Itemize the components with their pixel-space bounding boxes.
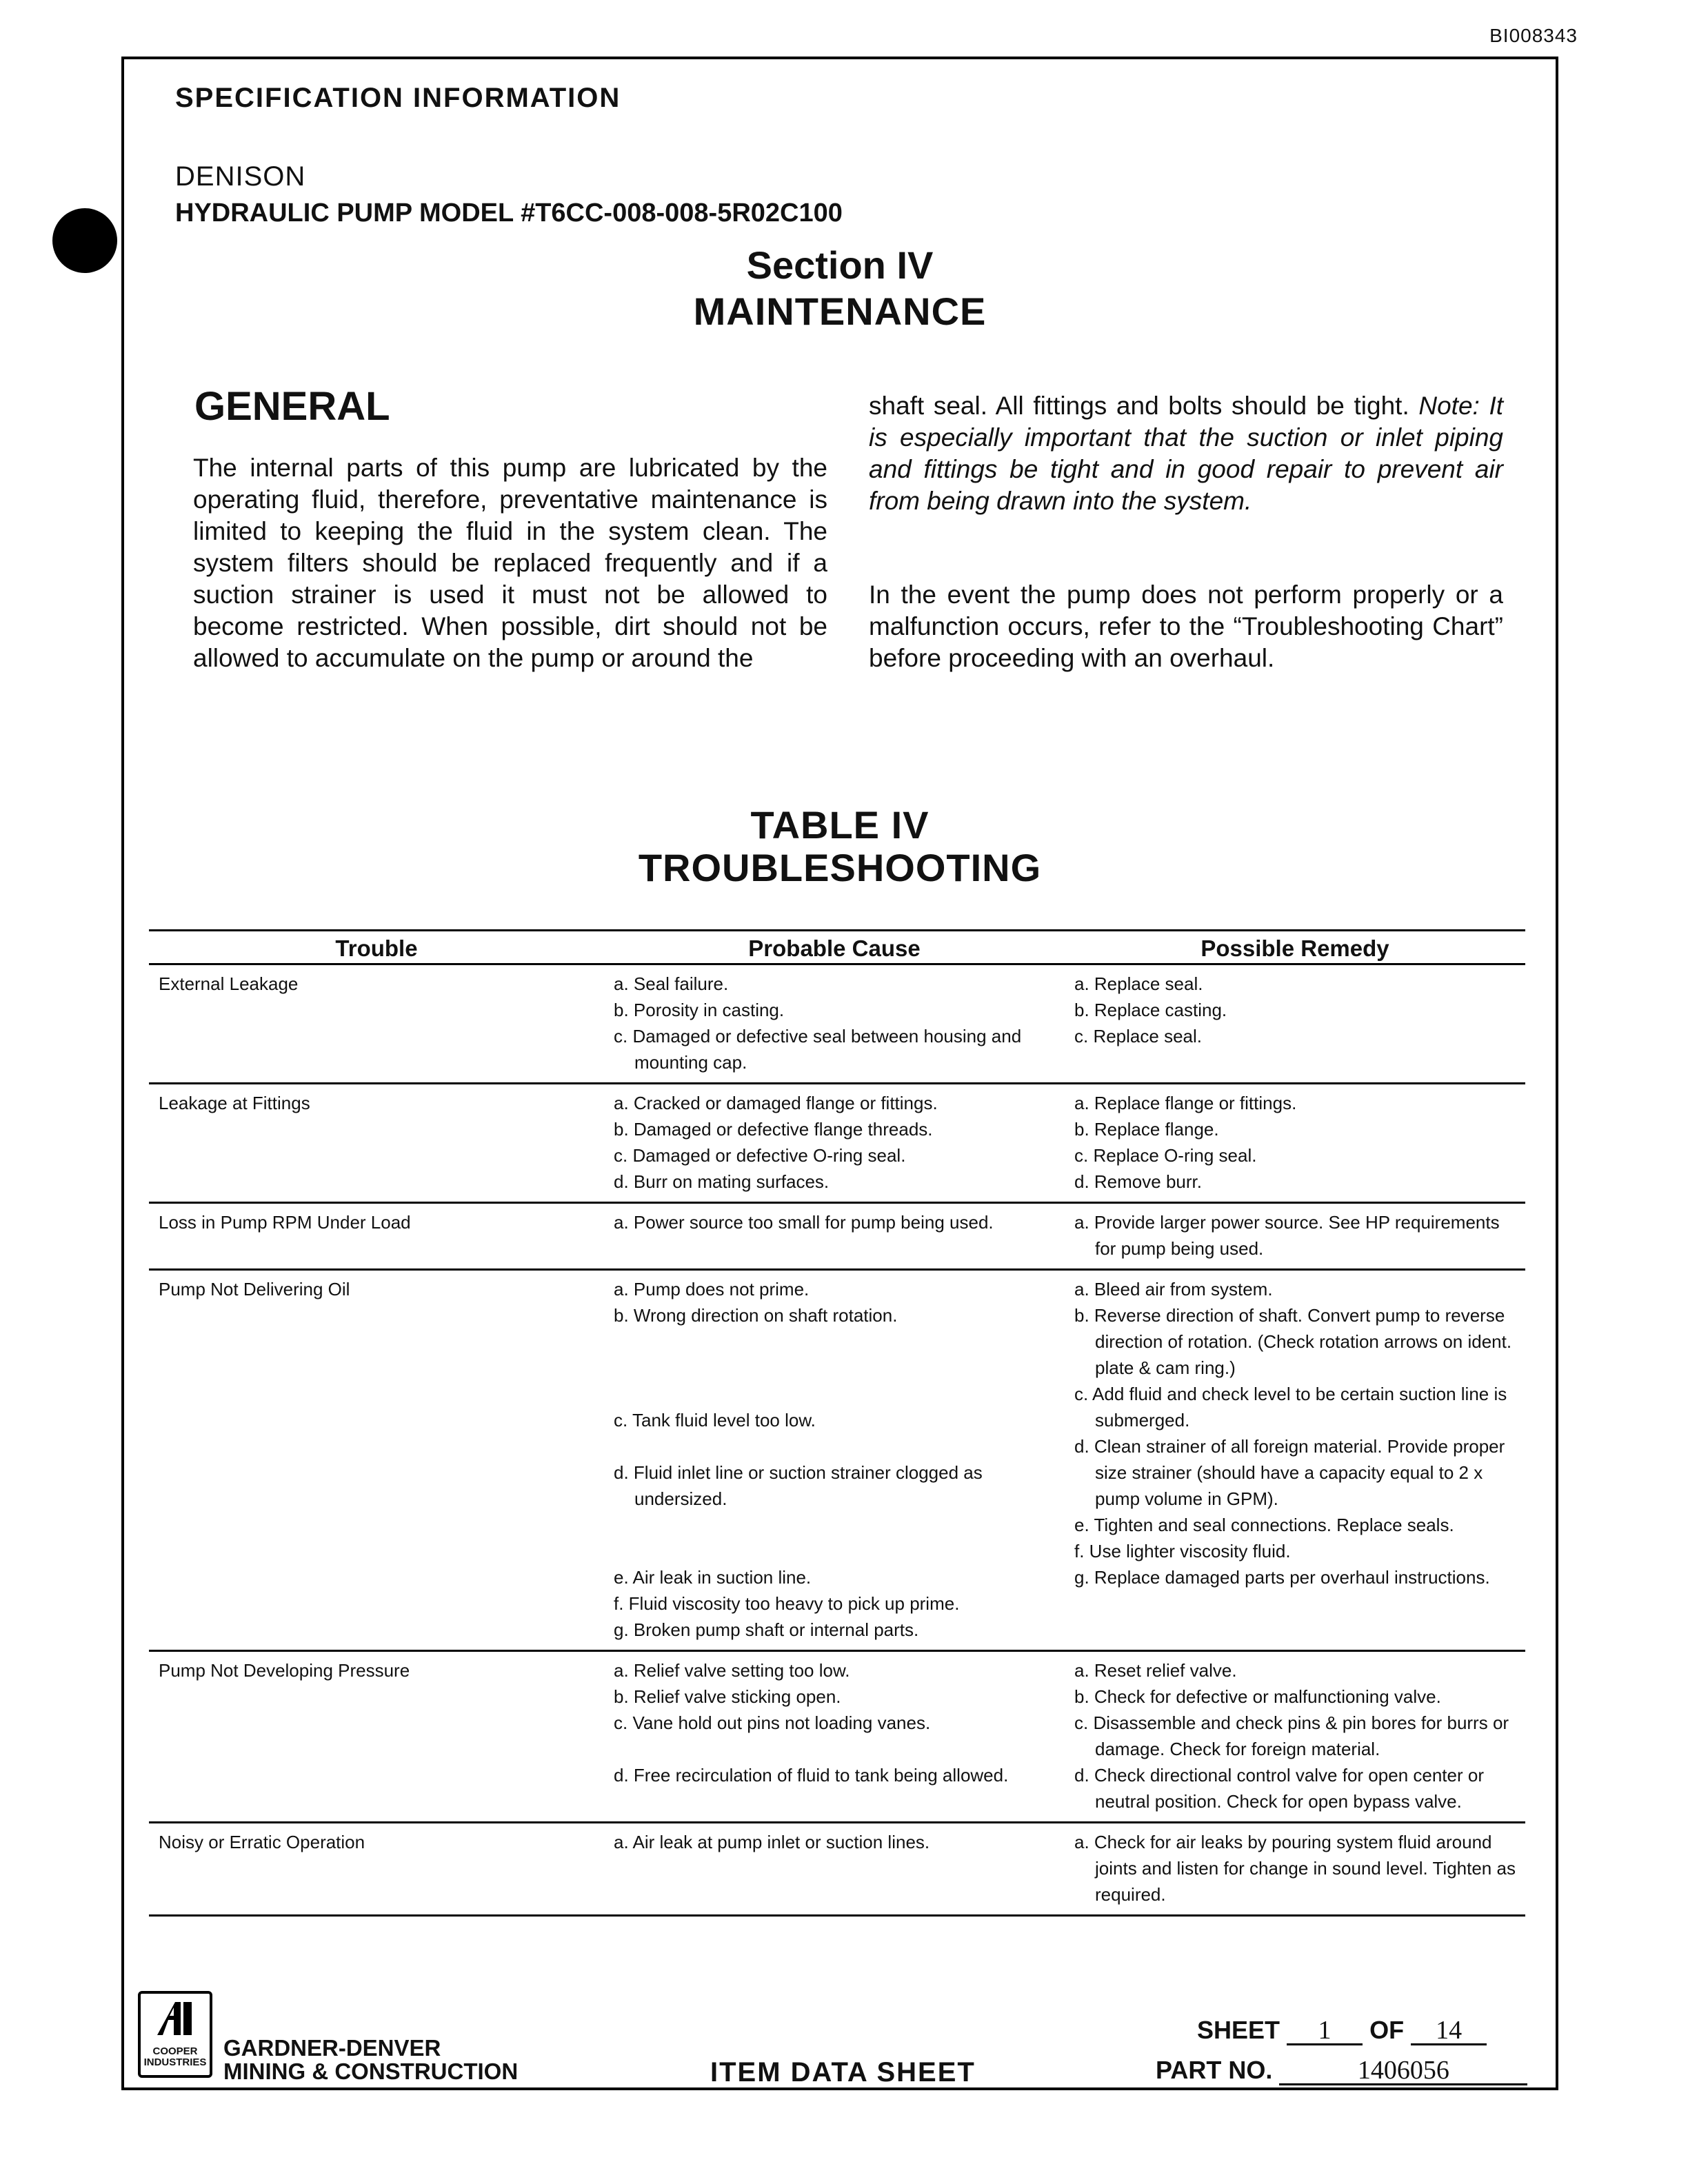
company-logo bbox=[138, 1991, 212, 2078]
header-possible-remedy: Possible Remedy bbox=[1065, 931, 1525, 964]
cause-item bbox=[614, 1328, 1055, 1355]
cause-item: c. Damaged or defective seal between housing and mounting cap. bbox=[614, 1026, 1022, 1073]
cause-item: d. Burr on mating surfaces. bbox=[614, 1171, 830, 1192]
remedy-item: c. Disassemble and check pins & pin bores for burrs or damage. Check for foreign material. bbox=[1074, 1712, 1509, 1759]
remedy-item: a. Replace seal. bbox=[1074, 973, 1203, 994]
cause-cell bbox=[604, 1651, 1065, 1823]
cause-item: b. Relief valve sticking open. bbox=[614, 1686, 841, 1707]
cause-item bbox=[614, 1381, 1055, 1407]
table-heading bbox=[124, 804, 1556, 889]
remedy-item: g. Replace damaged parts per overhaul instructions. bbox=[1074, 1567, 1490, 1588]
cause-item bbox=[614, 1433, 1055, 1459]
remedy-item: d. Remove burr. bbox=[1074, 1171, 1202, 1192]
remedy-item: a. Bleed air from system. bbox=[1074, 1279, 1273, 1300]
logo-text: COOPER INDUSTRIES bbox=[143, 2045, 207, 2068]
part-number: 1406056 bbox=[1279, 2057, 1527, 2085]
document-id: BI008343 bbox=[1489, 25, 1578, 46]
cause-item: d. Free recirculation of fluid to tank being allowed. bbox=[614, 1765, 1009, 1786]
header-trouble: Trouble bbox=[149, 931, 604, 964]
section-number: Section IV bbox=[746, 243, 934, 287]
part-number-line bbox=[1156, 2056, 1527, 2085]
remedy-cell bbox=[1065, 1823, 1525, 1916]
sheet-number: 1 bbox=[1287, 2017, 1363, 2045]
trouble-cell: Noisy or Erratic Operation bbox=[149, 1823, 604, 1916]
remedy-item: b. Replace casting. bbox=[1074, 1000, 1227, 1020]
cause-item: d. Fluid inlet line or suction strainer clogged as undersized. bbox=[614, 1462, 983, 1509]
cause-item: c. Damaged or defective O-ring seal. bbox=[614, 1145, 906, 1166]
cause-item bbox=[614, 1736, 1055, 1762]
remedy-cell bbox=[1065, 964, 1525, 1084]
remedy-item: a. Check for air leaks by pouring system fluid around joints and listen for change in sound level. Tighten as required. bbox=[1074, 1832, 1516, 1905]
manufacturer: DENISON bbox=[175, 161, 306, 192]
cause-item bbox=[614, 1355, 1055, 1381]
model-line: HYDRAULIC PUMP MODEL #T6CC-008-008-5R02C100 bbox=[175, 199, 843, 228]
table-row bbox=[149, 1084, 1525, 1203]
trouble-cell: Loss in Pump RPM Under Load bbox=[149, 1203, 604, 1270]
cause-cell bbox=[604, 1203, 1065, 1270]
footer bbox=[124, 1955, 1556, 2093]
cause-item bbox=[614, 1538, 1055, 1564]
binder-hole bbox=[52, 208, 117, 273]
table-header-row bbox=[149, 931, 1525, 964]
table-row bbox=[149, 1203, 1525, 1270]
remedy-item: d. Check directional control valve for open center or neutral position. Check for open bypass valve. bbox=[1074, 1765, 1484, 1812]
general-note: Note: It is especially important that the suction or inlet piping and fittings be tight and in good repair to prevent air from being drawn into the system. bbox=[869, 392, 1504, 515]
cause-item: a. Seal failure. bbox=[614, 973, 729, 994]
cause-item: c. Tank fluid level too low. bbox=[614, 1410, 816, 1430]
company-name bbox=[223, 2036, 518, 2083]
remedy-item: b. Reverse direction of shaft. Convert pump to reverse direction of rotation. (Check rotation arrows on ident. plate & cam ring.) bbox=[1074, 1305, 1512, 1378]
company-line-2: MINING & CONSTRUCTION bbox=[223, 2059, 519, 2084]
table-row bbox=[149, 1823, 1525, 1916]
remedy-item: c. Add fluid and check level to be certain suction line is submerged. bbox=[1074, 1384, 1507, 1430]
cause-item: a. Pump does not prime. bbox=[614, 1279, 810, 1300]
cause-cell bbox=[604, 1270, 1065, 1651]
general-heading: GENERAL bbox=[194, 384, 390, 429]
remedy-item: b. Replace flange. bbox=[1074, 1119, 1219, 1140]
part-label: PART NO. bbox=[1156, 2056, 1273, 2084]
company-line-1: GARDNER-DENVER bbox=[223, 2035, 441, 2061]
item-data-sheet-label: ITEM DATA SHEET bbox=[710, 2057, 976, 2087]
remedy-item: f. Use lighter viscosity fluid. bbox=[1074, 1541, 1291, 1561]
cause-cell bbox=[604, 1084, 1065, 1203]
remedy-cell bbox=[1065, 1203, 1525, 1270]
remedy-cell bbox=[1065, 1084, 1525, 1203]
cause-cell bbox=[604, 964, 1065, 1084]
cause-item: a. Air leak at pump inlet or suction lines. bbox=[614, 1832, 930, 1852]
section-heading bbox=[124, 243, 1556, 334]
remedy-item: d. Clean strainer of all foreign material. Provide proper size strainer (should have a capacity equal to 2 x pump volume in GPM). bbox=[1074, 1436, 1505, 1509]
table-row bbox=[149, 1270, 1525, 1651]
remedy-item: c. Replace O-ring seal. bbox=[1074, 1145, 1257, 1166]
cause-item: a. Cracked or damaged flange or fittings. bbox=[614, 1093, 938, 1113]
table-title: TROUBLESHOOTING bbox=[638, 846, 1042, 889]
remedy-item: a. Provide larger power source. See HP requirements for pump being used. bbox=[1074, 1212, 1500, 1259]
table-label: TABLE IV bbox=[750, 803, 930, 847]
remedy-item: a. Replace flange or fittings. bbox=[1074, 1093, 1297, 1113]
remedy-item: a. Reset relief valve. bbox=[1074, 1660, 1237, 1681]
general-paragraph-2: In the event the pump does not perform properly or a malfunction occurs, refer to the “Troubleshooting Chart” before proceeding with an overhaul. bbox=[869, 580, 1503, 672]
table-body bbox=[149, 964, 1525, 1916]
cause-item: c. Vane hold out pins not loading vanes. bbox=[614, 1712, 931, 1733]
trouble-cell: Pump Not Developing Pressure bbox=[149, 1651, 604, 1823]
trouble-cell: External Leakage bbox=[149, 964, 604, 1084]
cause-item: b. Damaged or defective flange threads. bbox=[614, 1119, 933, 1140]
cause-item: b. Wrong direction on shaft rotation. bbox=[614, 1305, 898, 1326]
page-frame bbox=[121, 57, 1558, 2090]
cause-item: g. Broken pump shaft or internal parts. bbox=[614, 1619, 919, 1640]
cause-item bbox=[614, 1512, 1055, 1538]
trouble-cell: Pump Not Delivering Oil bbox=[149, 1270, 604, 1651]
cause-item: f. Fluid viscosity too heavy to pick up prime. bbox=[614, 1593, 960, 1614]
table-row bbox=[149, 1651, 1525, 1823]
section-title: MAINTENANCE bbox=[693, 290, 987, 333]
cause-cell bbox=[604, 1823, 1065, 1916]
table-row bbox=[149, 964, 1525, 1084]
header-probable-cause: Probable Cause bbox=[604, 931, 1065, 964]
remedy-cell bbox=[1065, 1270, 1525, 1651]
cause-item: b. Porosity in casting. bbox=[614, 1000, 785, 1020]
of-label: OF bbox=[1369, 2016, 1405, 2044]
general-left-column: The internal parts of this pump are lubricated by the operating fluid, therefore, preventative maintenance is limited to keeping the fluid in the system clean. The system filters should be replaced frequently and if a suction strainer is used it must not be allowed to become restricted. When possible, dirt should not be allowed to accumulate on the pump or around the bbox=[193, 454, 827, 672]
general-right-column bbox=[869, 390, 1503, 674]
gardner-denver-logo-icon bbox=[154, 1999, 196, 2038]
cause-item: e. Air leak in suction line. bbox=[614, 1567, 812, 1588]
troubleshooting-table bbox=[149, 929, 1525, 1917]
sheet-total: 14 bbox=[1411, 2017, 1487, 2045]
cause-item: a. Relief valve setting too low. bbox=[614, 1660, 850, 1681]
sheet-count bbox=[1197, 2016, 1487, 2045]
cause-item: a. Power source too small for pump being used. bbox=[614, 1212, 994, 1233]
remedy-item: b. Check for defective or malfunctioning valve. bbox=[1074, 1686, 1441, 1707]
general-plain-text: shaft seal. All fittings and bolts should be tight. bbox=[869, 392, 1409, 420]
general-paragraph-1 bbox=[869, 390, 1503, 517]
trouble-cell: Leakage at Fittings bbox=[149, 1084, 604, 1203]
remedy-cell bbox=[1065, 1651, 1525, 1823]
sheet-label: SHEET bbox=[1197, 2016, 1280, 2044]
remedy-item: c. Replace seal. bbox=[1074, 1026, 1202, 1046]
spec-title: SPECIFICATION INFORMATION bbox=[175, 83, 621, 113]
remedy-item: e. Tighten and seal connections. Replace seals. bbox=[1074, 1515, 1454, 1535]
